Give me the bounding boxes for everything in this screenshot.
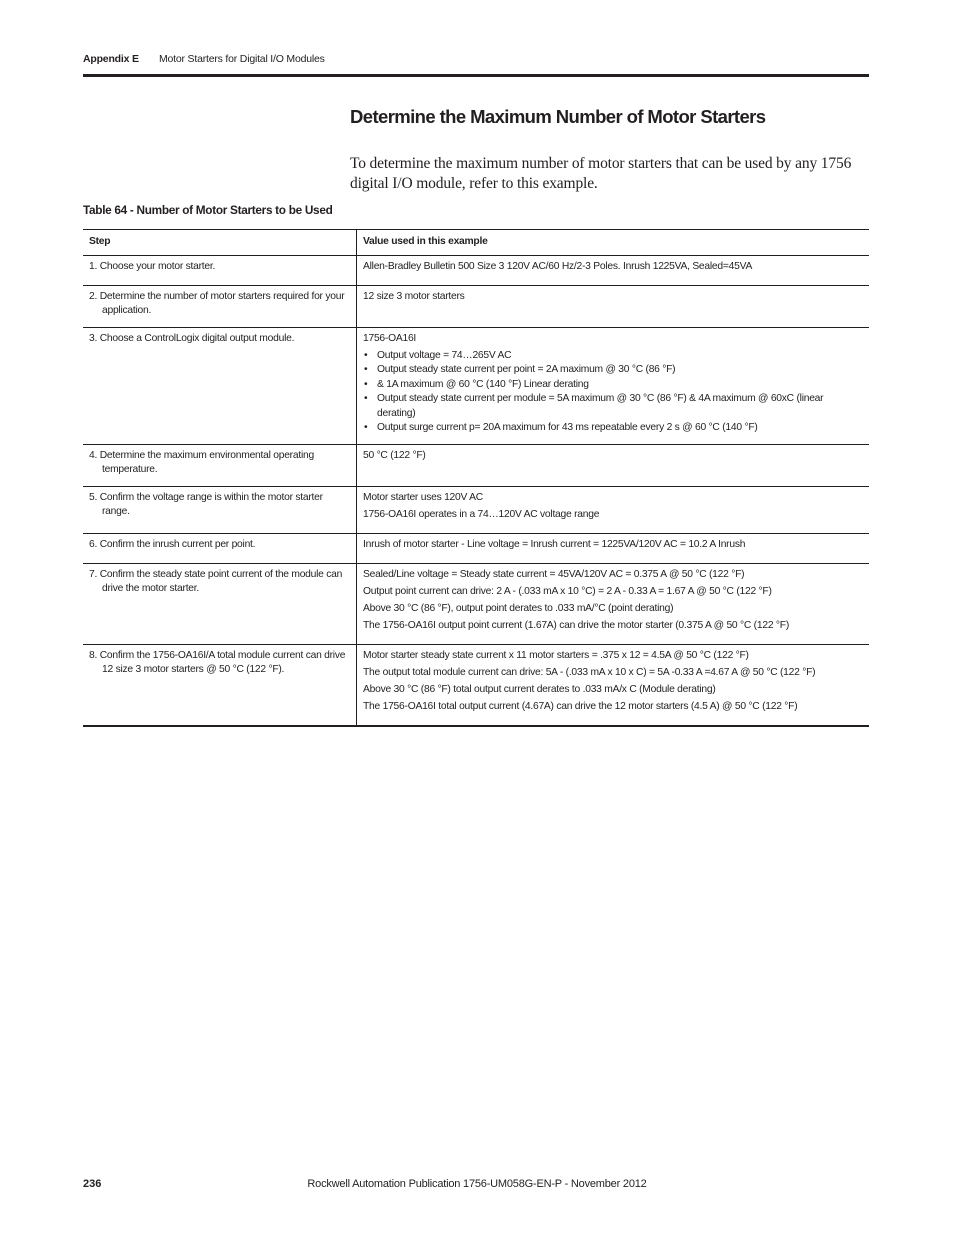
motor-starters-table — [83, 229, 869, 727]
table-header-row — [83, 230, 869, 256]
value-cell — [357, 644, 870, 726]
appendix-label: Appendix E — [83, 53, 139, 65]
table-row — [83, 563, 869, 644]
step-text: 6. Confirm the inrush current per point. — [89, 538, 256, 550]
table-row — [83, 255, 869, 285]
step-text: 8. Confirm the 1756-OA16I/A total module current can drive 12 size 3 motor starters @ 50 °C (122 °F). — [89, 649, 346, 675]
value-cell — [357, 285, 870, 327]
publication-info: Rockwell Automation Publication 1756-UM058G-EN-P - November 2012 — [307, 1178, 647, 1190]
spec-bullet-list — [363, 349, 863, 436]
step-text: 5. Confirm the voltage range is within the motor starter range. — [89, 491, 323, 517]
header-rule — [83, 74, 869, 77]
step-cell — [83, 327, 357, 444]
column-header-step: Step — [83, 230, 357, 256]
column-header-value: Value used in this example — [357, 230, 870, 256]
running-header — [83, 53, 869, 75]
step-text: 4. Determine the maximum environmental operating temperature. — [89, 449, 314, 475]
value-line: Output point current can drive: 2 A - (.033 mA x 10 °C) = 2 A - 0.33 A = 1.67 A @ 50 °C (122 °F) — [363, 585, 772, 597]
value-line: 1756-OA16I operates in a 74…120V AC voltage range — [363, 508, 600, 520]
value-cell — [357, 255, 870, 285]
step-cell — [83, 255, 357, 285]
spec-bullet: • & 1A maximum @ 60 °C (140 °F) Linear derating — [363, 378, 863, 393]
value-cell — [357, 444, 870, 486]
value-cell — [357, 327, 870, 444]
step-text: 1. Choose your motor starter. — [89, 260, 216, 272]
table-row — [83, 444, 869, 486]
page-title: Determine the Maximum Number of Motor Starters — [350, 106, 766, 127]
value-cell — [357, 563, 870, 644]
page-number: 236 — [83, 1178, 102, 1190]
table-row — [83, 533, 869, 563]
step-cell — [83, 644, 357, 726]
step-text: 3. Choose a ControlLogix digital output module. — [89, 332, 295, 344]
spec-bullet: • Output surge current p= 20A maximum for 43 ms repeatable every 2 s @ 60 °C (140 °F) — [363, 421, 863, 436]
step-cell — [83, 444, 357, 486]
spec-bullet: • Output steady state current per module = 5A maximum @ 30 °C (86 °F) & 4A maximum @ 60xC (linear derating) — [363, 392, 863, 421]
step-text: 2. Determine the number of motor starters required for your application. — [89, 290, 345, 316]
value-line: Above 30 °C (86 °F), output point derates to .033 mA/°C (point derating) — [363, 602, 674, 614]
table-row — [83, 285, 869, 327]
intro-paragraph: To determine the maximum number of motor starters that can be used by any 1756 digital I/O module, refer to this example. — [350, 155, 852, 192]
value-line: Allen-Bradley Bulletin 500 Size 3 120V AC/60 Hz/2-3 Poles. Inrush 1225VA, Sealed=45VA — [363, 260, 753, 272]
value-line: Above 30 °C (86 °F) total output current derates to .033 mA/x C (Module derating) — [363, 683, 716, 695]
value-line: 50 °C (122 °F) — [363, 449, 426, 461]
table-caption: Table 64 - Number of Motor Starters to be Used — [83, 203, 333, 217]
value-line: Inrush of motor starter - Line voltage = Inrush current = 1225VA/120V AC = 10.2 A Inrush — [363, 538, 746, 550]
step-cell — [83, 285, 357, 327]
table-row — [83, 486, 869, 533]
table-body — [83, 255, 869, 726]
spec-bullet: • Output voltage = 74…265V AC — [363, 349, 863, 364]
section-label: Motor Starters for Digital I/O Modules — [159, 53, 325, 65]
value-line: The 1756-OA16I total output current (4.67A) can drive the 12 motor starters (4.5 A) @ 50 °C (122 °F) — [363, 700, 798, 712]
spec-bullet: • Output steady state current per point = 2A maximum @ 30 °C (86 °F) — [363, 363, 863, 378]
step-cell — [83, 533, 357, 563]
step-cell — [83, 486, 357, 533]
step-text: 7. Confirm the steady state point current of the module can drive the motor starter. — [89, 568, 343, 594]
value-cell — [357, 486, 870, 533]
value-line: 12 size 3 motor starters — [363, 290, 465, 302]
value-cell — [357, 533, 870, 563]
value-line: The output total module current can drive: 5A - (.033 mA x 10 x C) = 5A -0.33 A =4.67 A @ 50 °C (122 °F) — [363, 666, 816, 678]
value-line: Motor starter uses 120V AC — [363, 491, 483, 503]
value-line: 1756-OA16I — [363, 332, 417, 344]
value-line: Sealed/Line voltage = Steady state current = 45VA/120V AC = 0.375 A @ 50 °C (122 °F) — [363, 568, 745, 580]
value-line: Motor starter steady state current x 11 motor starters = .375 x 12 = 4.5A @ 50 °C (122 °F) — [363, 649, 749, 661]
value-line: The 1756-OA16I output point current (1.67A) can drive the motor starter (0.375 A @ 50 °C (122 °F) — [363, 619, 789, 631]
table-row — [83, 327, 869, 444]
step-cell — [83, 563, 357, 644]
table-row — [83, 644, 869, 726]
